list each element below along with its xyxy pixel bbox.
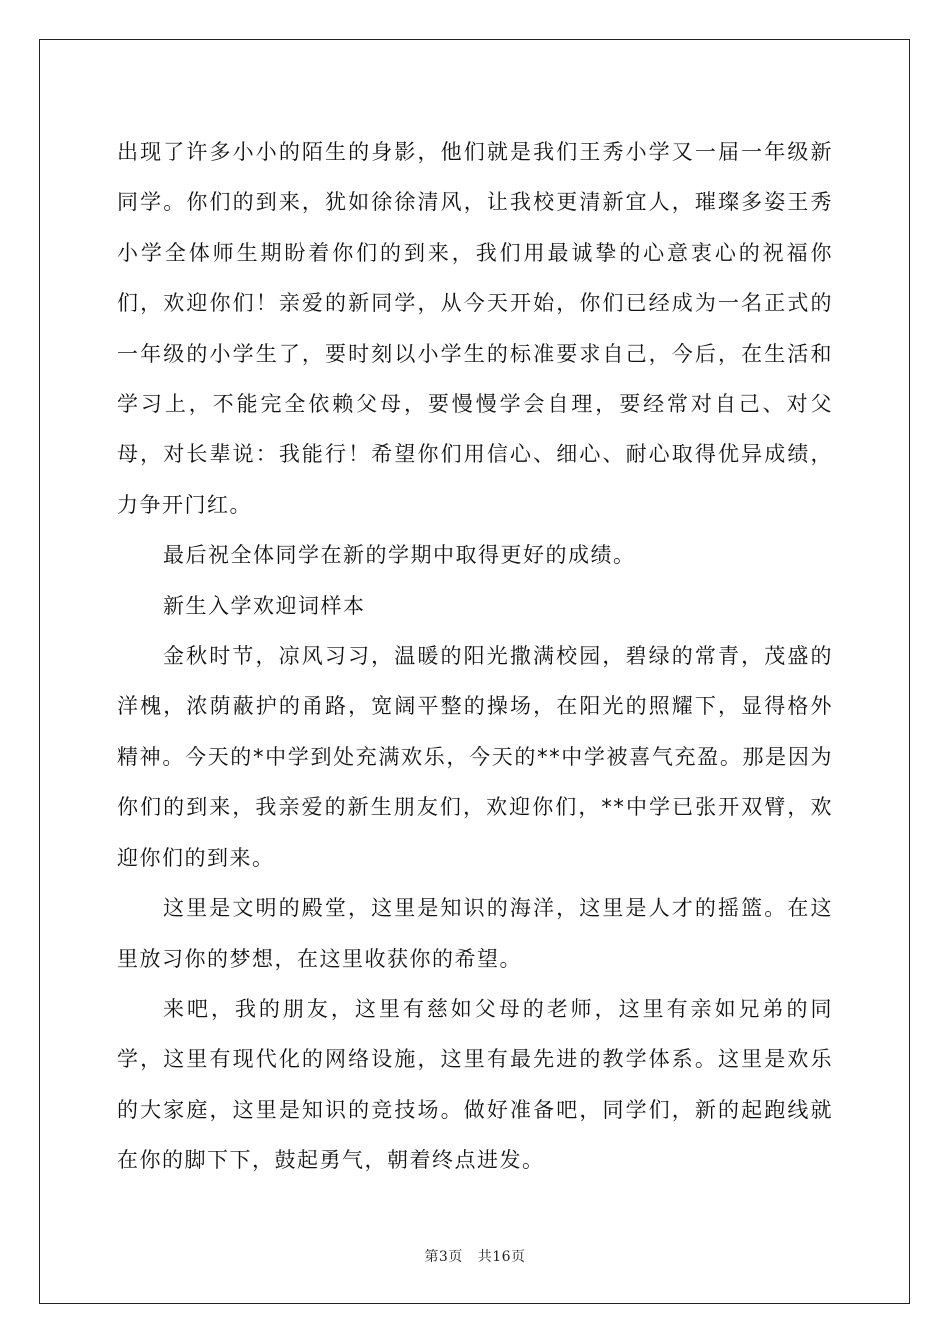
paragraph-1: 出现了许多小小的陌生的身影，他们就是我们王秀小学又一届一年级新同学。你们的到来，犹如徐徐清风，让我校更清新宜人，璀璨多姿王秀小学全体师生期盼着你们的到来，我们用最诚挚的心意衷心的祝福你们，欢迎你们！亲爱的新同学，从今天开始，你们已经成为一名正式的一年级的小学生了，要时刻以小学生的标准要求自己，今后，在生活和学习上，不能完全依赖父母，要慢慢学会自理，要经常对自己、对父母，对长辈说：我能行！希望你们用信心、细心、耐心取得优异成绩，力争开门红。: [117, 140, 833, 517]
page-number: 第3页: [424, 1249, 463, 1265]
page-footer: [0, 1246, 950, 1266]
total-pages: 共16页: [477, 1249, 526, 1265]
paragraph-5: 这里是文明的殿堂，这里是知识的海洋，这里是人才的摇篮。在这里放习你的梦想，在这里收获你的希望。: [117, 896, 833, 971]
document-body: [117, 127, 833, 1186]
paragraph-2: 最后祝全体同学在新的学期中取得更好的成绩。: [163, 543, 636, 568]
paragraph-6: 来吧，我的朋友，这里有慈如父母的老师，这里有亲如兄弟的同学，这里有现代化的网络设施，这里有最先进的教学体系。这里是欢乐的大家庭，这里是知识的竞技场。做好准备吧，同学们，新的起跑线就在你的脚下下，鼓起勇气，朝着终点进发。: [117, 996, 833, 1173]
paragraph-4: 金秋时节，凉风习习，温暖的阳光撒满校园，碧绿的常青，茂盛的洋槐，浓荫蔽护的甬路，宽阔平整的操场，在阳光的照耀下，显得格外精神。今天的*中学到处充满欢乐，今天的**中学被喜气充盈。那是因为你们的到来，我亲爱的新生朋友们，欢迎你们，**中学已张开双臂，欢迎你们的到来。: [117, 644, 833, 870]
section-heading: 新生入学欢迎词样本: [163, 593, 366, 618]
